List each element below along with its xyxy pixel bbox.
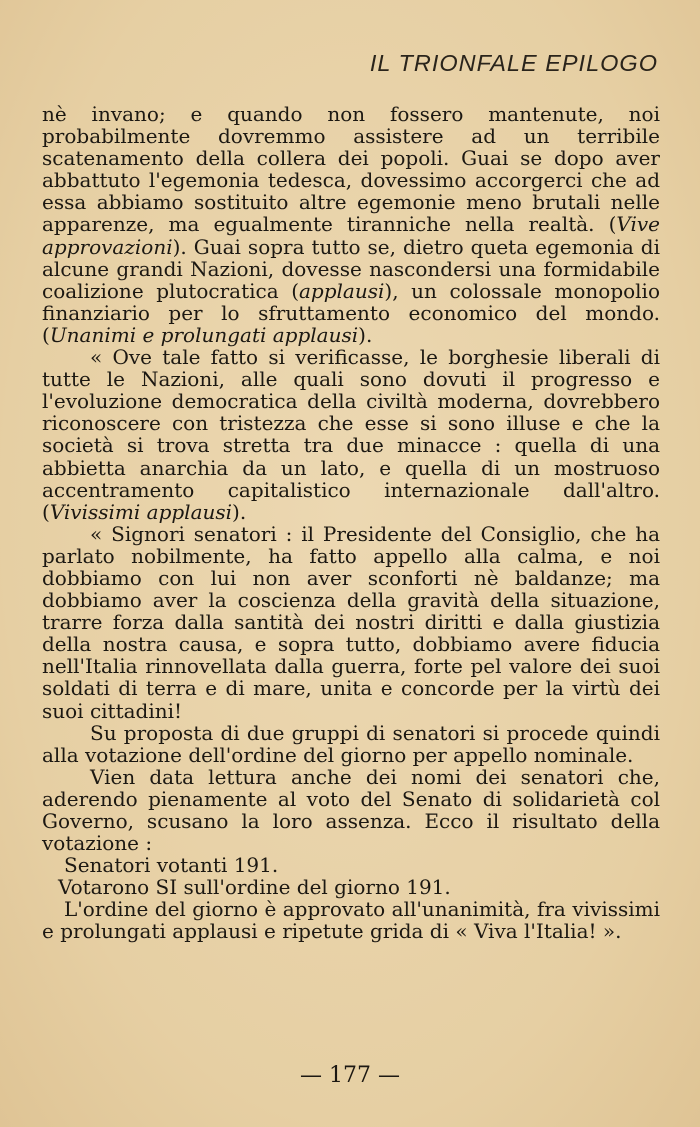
stage-direction: Unanimi e prolungati applausi xyxy=(49,322,359,347)
paragraph-4: Su proposta di due gruppi di senatori si procede quindi alla votazione dell'ordine del giorno per appello nominale. xyxy=(42,720,660,767)
paragraph-5: Vien data lettura anche dei nomi dei senatori che, aderendo pienamente al voto del Senato di solidarietà col Governo, scusano la loro assenza. Ecco il risultato della votazione : xyxy=(42,764,660,856)
paragraph-1: nè invano; e quando non fossero mantenute, noi probabilmente dovremmo assistere ad un terribile scatenamento della collera dei popoli. Guai se dopo aver abbattuto l'egemonia tedesca, dovessimo accorgerci che ad essa abbiamo sostituito altre egemonie meno brutali nelle apparenze, ma egualmente tiranniche nella realtà. (Vive approvazioni). Guai sopra tutto se, dietro queta egemonia di alcune grandi Nazioni, dovesse nascondersi una formidabile coalizione plutocratica (applausi), un colossale monopolio finanziario per lo sfruttamento economico del mondo. (Unanimi e prolungati applausi). xyxy=(42,102,660,347)
paragraph-6: Senatori votanti 191. xyxy=(64,853,279,878)
paragraph-3: « Signori senatori : il Presidente del Consiglio, che ha parlato nobilmente, ha fatto appello alla calma, e noi dobbiamo con lui non aver sconforti nè baldanze; ma dobbiamo aver la coscienza della gravità della situazione, trarre forza dalla santità dei nostri diritti e dalla giustizia della nostra causa, e sopra tutto, dobbiamo avere fiducia nell'Italia rinnovellata dalla guerra, forte pel valore dei suoi soldati di terra e di mare, unita e concorde per la virtù dei suoi cittadini! xyxy=(42,521,660,723)
stage-direction: Vive approvazioni xyxy=(42,212,660,259)
paragraph-8: L'ordine del giorno è approvato all'unanimità, fra vivissimi e prolungati applausi e ripetute grida di « Viva l'Italia! ». xyxy=(42,897,660,944)
body-text xyxy=(42,103,660,943)
paragraph-2: « Ove tale fatto si verificasse, le borghesie liberali di tutte le Nazioni, alle quali sono dovuti il progresso e l'evoluzione democratica della civiltà moderna, dovrebbero riconoscere con tristezza che esse si sono illuse e che la società si trova stretta tra due minacce : quella di una abbietta anarchia da un lato, e quella di un mostruoso accentramento capitalistico internazionale dall'altro. (Vivissimi applausi). xyxy=(42,345,660,524)
stage-direction: Vivissimi applausi xyxy=(49,499,233,524)
page-number: — 177 — xyxy=(300,1063,400,1088)
stage-direction: applausi xyxy=(299,278,385,303)
running-title: IL TRIONFALE EPILOGO xyxy=(369,50,658,76)
paragraph-7: Votarono SI sull'ordine del giorno 191. xyxy=(58,875,451,900)
